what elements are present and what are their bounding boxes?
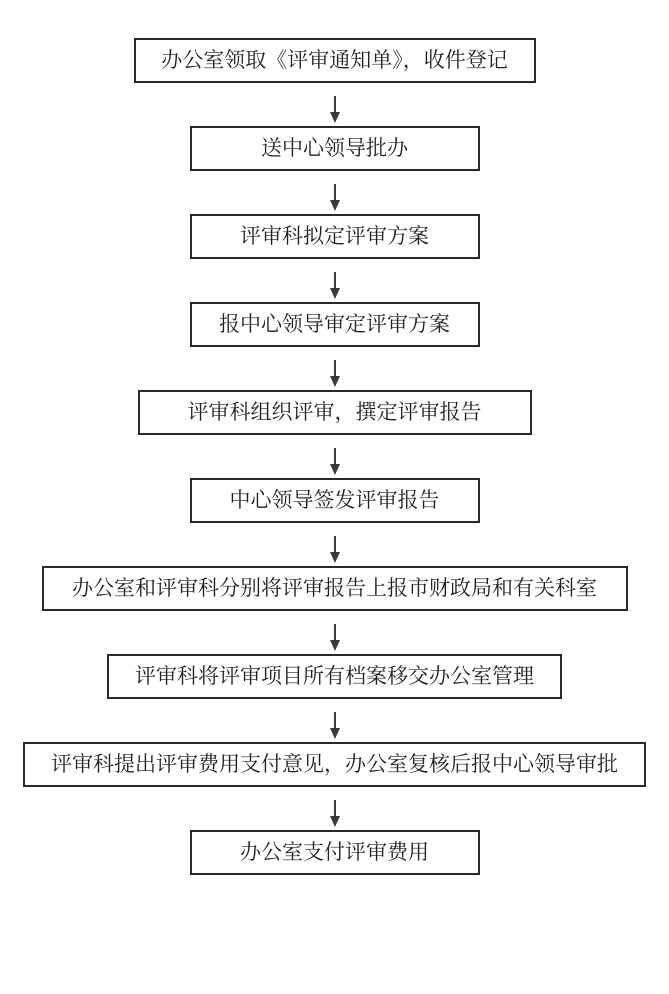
flow-step-box [42,566,628,611]
down-arrow-icon [334,360,336,381]
down-arrow-icon [334,800,336,821]
down-arrow-icon [334,536,336,557]
flow-step-label: 报中心领导审定评审方案 [219,312,450,336]
down-arrow-icon [334,624,336,645]
down-arrow-icon [334,184,336,205]
down-arrow-icon [334,448,336,469]
flow-step-label: 评审科组织评审，撰定评审报告 [187,400,482,424]
flow-step-box [138,390,532,435]
flow-step-label: 评审科拟定评审方案 [240,224,429,248]
down-arrow-icon [334,96,336,117]
flow-step-label: 办公室领取《评审通知单》，收件登记 [161,48,508,72]
flow-step-box [190,302,480,347]
flow-step-box [107,654,562,699]
flow-step-label: 办公室和评审科分别将评审报告上报市财政局和有关科室 [72,576,597,600]
flow-step-box [190,214,480,259]
flow-step-label: 送中心领导批办 [261,136,408,160]
flow-step-label: 评审科将评审项目所有档案移交办公室管理 [135,664,534,688]
flow-step-label: 办公室支付评审费用 [240,840,429,864]
flow-step-box [134,38,536,83]
flow-step-box [190,830,480,875]
down-arrow-icon [334,712,336,733]
flow-step-label: 中心领导签发评审报告 [229,488,440,512]
flow-step-label: 评审科提出评审费用支付意见，办公室复核后报中心领导审批 [51,752,618,776]
flow-step-box [190,126,480,171]
flow-step-box [190,478,480,523]
down-arrow-icon [334,272,336,293]
flow-step-box [23,742,646,787]
